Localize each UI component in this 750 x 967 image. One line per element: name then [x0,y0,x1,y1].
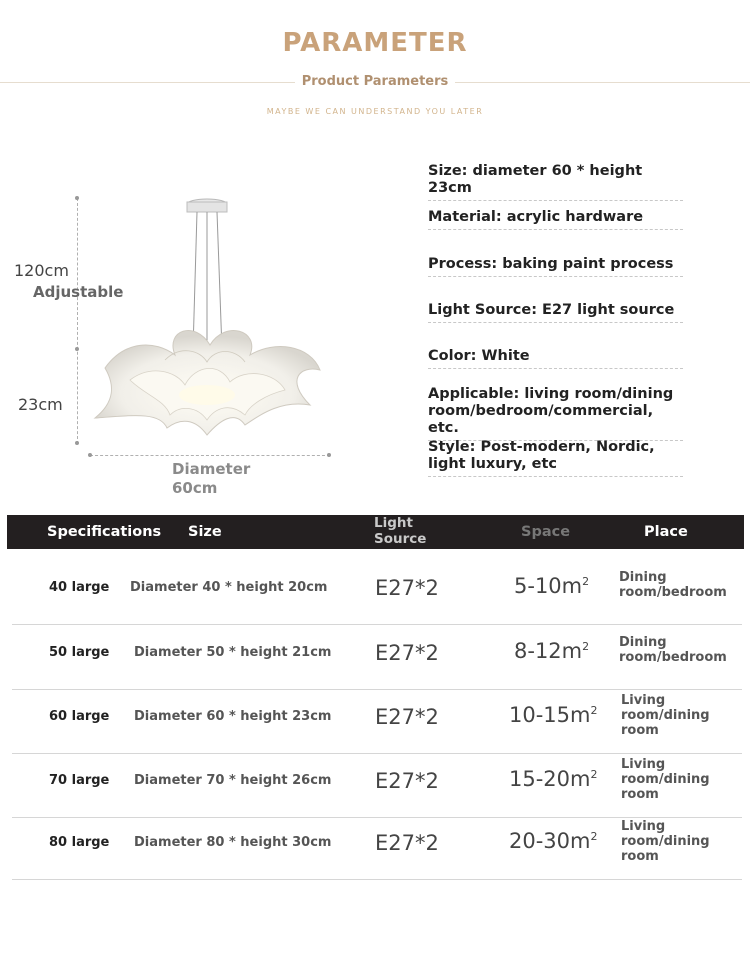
table-row [12,815,742,880]
row-place: Dining room/bedroom [619,570,727,600]
height-value: 120cm [14,261,69,280]
shade-height-value: 23cm [18,395,63,414]
row-space-value: 20-30m [509,829,591,853]
row-specification: 70 large [49,773,110,788]
row-space [509,829,597,853]
parameter-light-source: Light Source: E27 light source [428,302,683,323]
header-space: Space [521,524,571,540]
area-unit-superscript: 2 [590,704,598,717]
row-light-source: E27*2 [375,641,439,665]
row-specification: 40 large [49,580,110,595]
table-row [12,753,742,818]
table-row [12,689,742,754]
row-size: Diameter 40 * height 20cm [130,580,328,595]
parameter-size: Size: diameter 60 * height 23cm [428,163,683,201]
area-unit-superscript: 2 [582,575,590,588]
row-place: Living room/dining room [621,757,710,802]
diameter-value: 60cm [172,479,218,497]
row-space [509,767,597,791]
page-title: PARAMETER [282,28,468,58]
dimension-marker [75,347,79,351]
row-specification: 60 large [49,709,110,724]
row-size: Diameter 70 * height 26cm [134,773,332,788]
row-light-source: E27*2 [375,831,439,855]
dimension-marker [75,196,79,200]
parameter-style: Style: Post-modern, Nordic, light luxury, etc [428,439,683,477]
height-note: Adjustable [33,283,124,301]
row-light-source: E27*2 [375,576,439,600]
parameter-process: Process: baking paint process [428,256,683,277]
header-light-source: Light Source [374,515,427,547]
row-place: Dining room/bedroom [619,635,727,665]
table-row [12,625,742,690]
table-row [12,560,742,625]
row-specification: 50 large [49,645,110,660]
row-light-source: E27*2 [375,769,439,793]
row-size: Diameter 50 * height 21cm [134,645,332,660]
area-unit-superscript: 2 [582,640,590,653]
tagline: MAYBE WE CAN UNDERSTAND YOU LATER [266,107,484,116]
row-space [509,703,597,727]
page-subtitle: Product Parameters [295,74,455,89]
parameter-material: Material: acrylic hardware [428,209,683,230]
row-place: Living room/dining room [621,819,710,864]
row-light-source: E27*2 [375,705,439,729]
diameter-label: Diameter [172,460,251,478]
row-space [514,639,589,663]
parameter-color: Color: White [428,348,683,369]
height-dimension-line [77,198,78,444]
row-size: Diameter 80 * height 30cm [134,835,332,850]
area-unit-superscript: 2 [590,768,598,781]
row-space-value: 10-15m [509,703,591,727]
row-space-value: 8-12m [514,639,583,663]
row-space-value: 15-20m [509,767,591,791]
header-specifications: Specifications [47,524,162,540]
row-specification: 80 large [49,835,110,850]
pendant-lamp-illustration [85,190,335,460]
area-unit-superscript: 2 [590,830,598,843]
row-space [514,574,589,598]
header-size: Size [188,524,222,540]
table-header [7,515,744,549]
row-size: Diameter 60 * height 23cm [134,709,332,724]
row-place: Living room/dining room [621,693,710,738]
header-place: Place [644,524,688,540]
dimension-marker [75,441,79,445]
row-space-value: 5-10m [514,574,583,598]
parameter-applicable: Applicable: living room/dining room/bedroom/commercial, etc. [428,386,683,441]
